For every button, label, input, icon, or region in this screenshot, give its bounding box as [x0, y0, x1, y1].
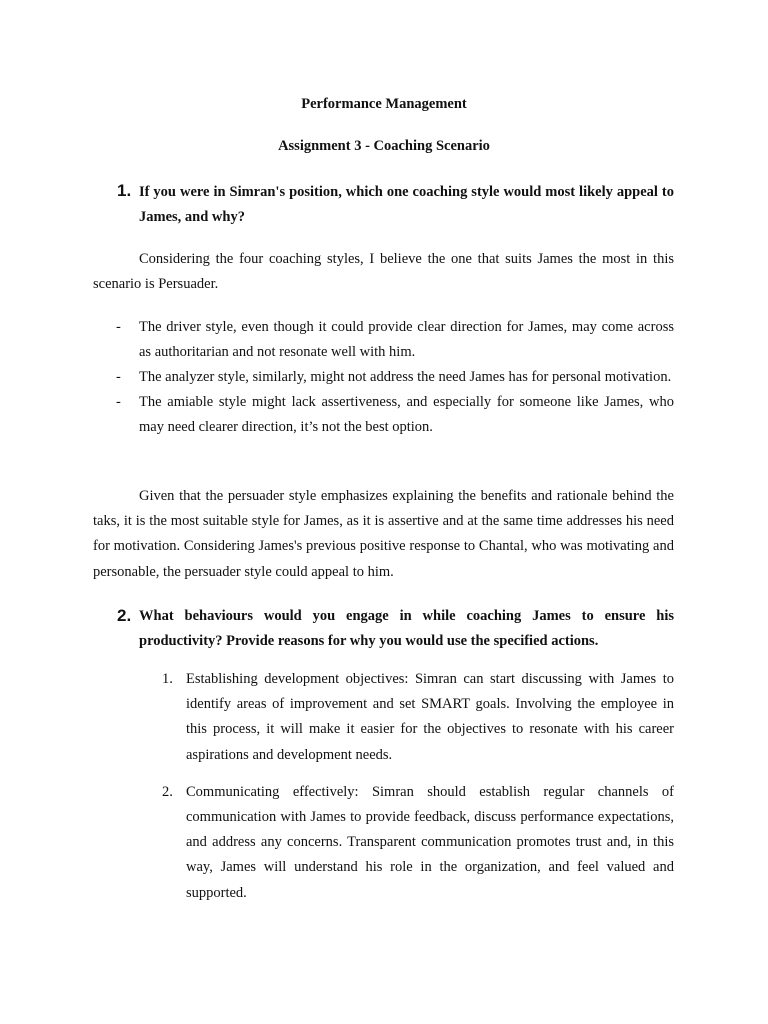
question-2-text: What behaviours would you engage in while coaching James to ensure his productivity? Provide reasons for why you would use the specified actions.	[139, 608, 674, 649]
document-title: Performance Management	[301, 96, 467, 112]
bullet-text: The analyzer style, similarly, might not address the need James has for personal motivation.	[139, 369, 672, 385]
list-item	[139, 780, 674, 906]
list-item-number: 1.	[162, 671, 173, 687]
bullet-marker: -	[116, 319, 121, 335]
bullet-text: The driver style, even though it could provide clear direction for James, may come across as authoritarian and not resonate well with him.	[139, 319, 674, 360]
bullet-marker: -	[116, 394, 121, 410]
list-item-text: Communicating effectively: Simran should establish regular channels of communication with James to provide feedback, discuss performance expectations, and address any concerns. Transparent communication promotes trust and, in this way, James will understand his role in the organization, and feel valued and supported.	[186, 783, 674, 901]
list-item-number: 2.	[162, 783, 173, 800]
bullet-text: The amiable style might lack assertiveness, and especially for someone like James, who may need clearer direction, it’s not the best option.	[139, 394, 674, 435]
list-item	[139, 667, 674, 768]
question-1-intro-paragraph: Considering the four coaching styles, I believe the one that suits James the most in this scenario is Persuader.	[93, 251, 674, 293]
question-2-numbered-list	[139, 667, 674, 918]
question-1-text: If you were in Simran's position, which one coaching style would most likely appeal to James, and why?	[139, 184, 674, 225]
list-item-text: Establishing development objectives: Simran can start discussing with James to identify areas of improvement and set SMART goals. Involving the employee in this process, it will make it easier for the objectives to resonate with his career aspirations and development needs.	[186, 671, 674, 763]
question-2-number: 2.	[117, 606, 132, 625]
question-1-bullet-list	[93, 315, 674, 440]
bullet-marker: -	[116, 369, 121, 385]
document-subtitle: Assignment 3 - Coaching Scenario	[278, 138, 490, 154]
bullet-item	[93, 390, 674, 440]
bullet-item	[93, 315, 674, 365]
question-1-number: 1.	[117, 181, 132, 200]
question-1-conclusion-paragraph: Given that the persuader style emphasizes explaining the benefits and rationale behind the taks, it is the most suitable style for James, as it is assertive and at the same time addresses his need for motivation. Considering James's previous positive response to Chantal, who was motivating and personable, the persuader style could appeal to him.	[93, 488, 674, 580]
bullet-item	[93, 365, 674, 390]
